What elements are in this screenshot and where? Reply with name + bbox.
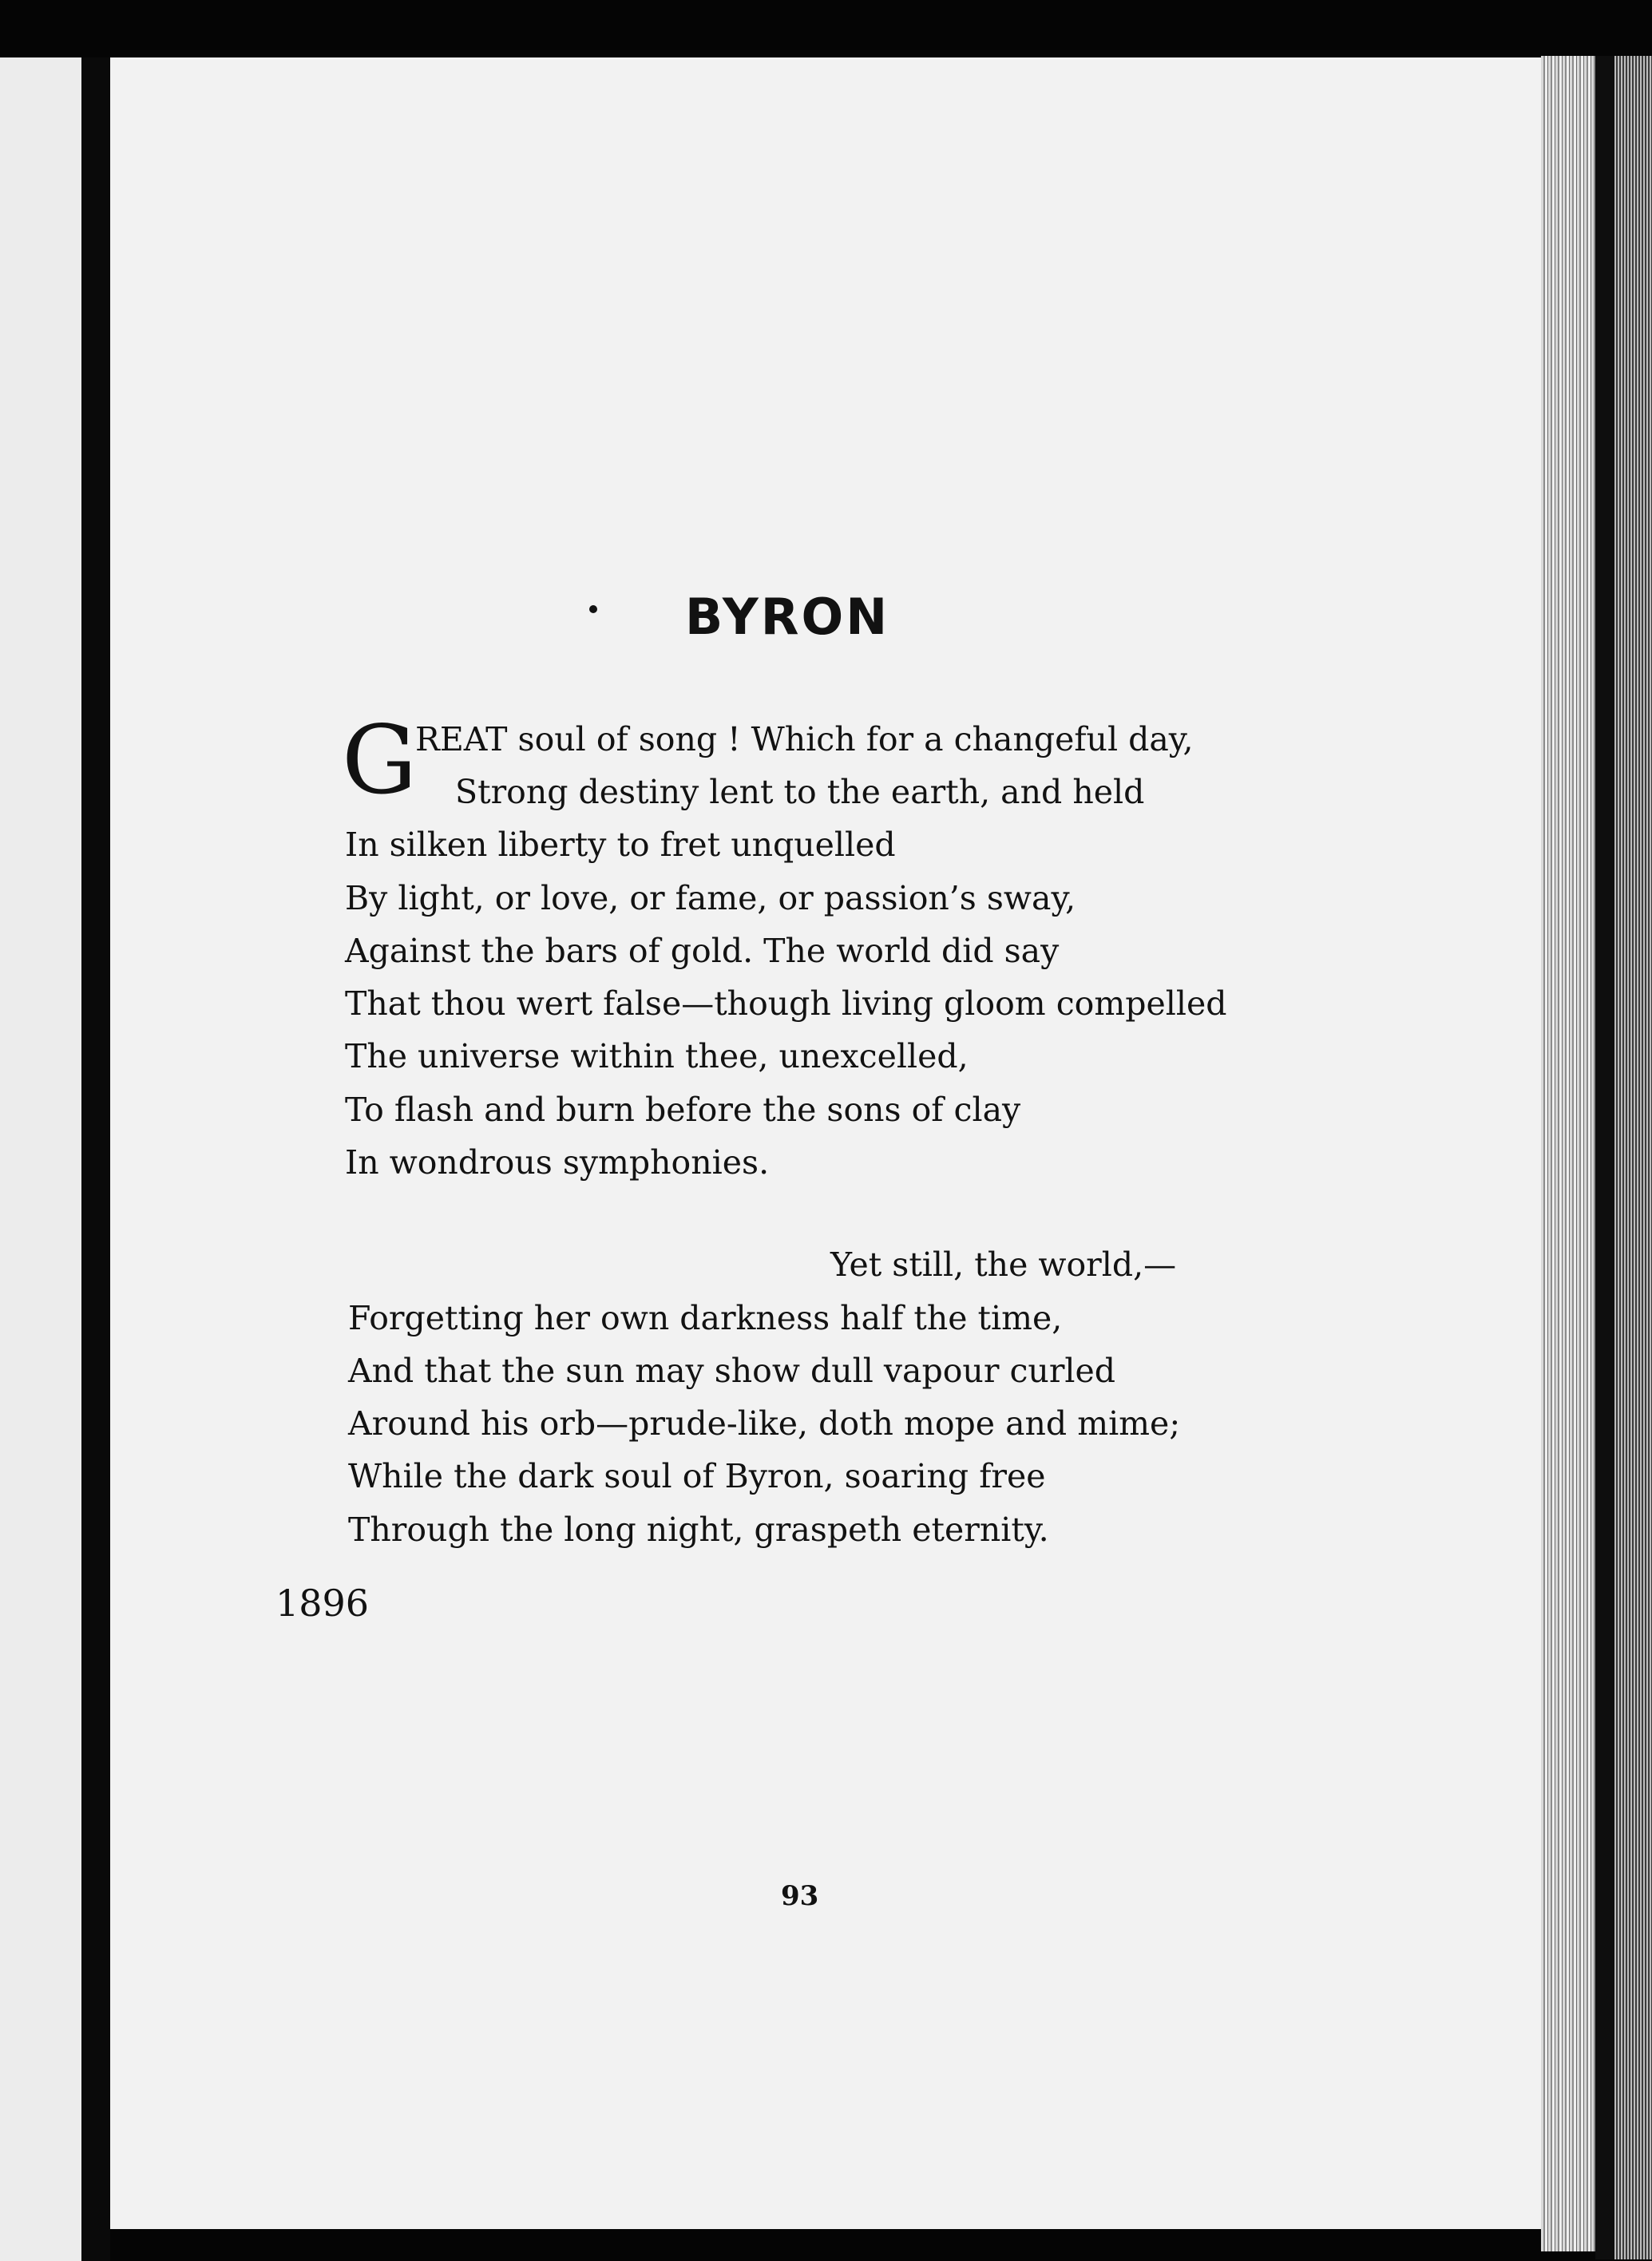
verse-line: To flash and burn before the sons of clay <box>345 1091 1021 1129</box>
facing-page-edge <box>0 57 81 2261</box>
verse-line: Around his orb—prude-like, doth mope and mime; <box>348 1404 1181 1443</box>
verse-line: Through the long night, graspeth eternity. <box>348 1511 1049 1549</box>
poem-year: 1896 <box>275 1582 370 1625</box>
verse-line: Forgetting her own darkness half the time, <box>348 1299 1063 1337</box>
verse-line: The universe within thee, unexcelled, <box>345 1037 969 1075</box>
verse-line: While the dark soul of Byron, soaring free <box>348 1457 1046 1495</box>
verse-line: Strong destiny lent to the earth, and held <box>455 773 1145 811</box>
book-page <box>110 57 1547 2229</box>
verse-line: By light, or love, or fame, or passion’s sway, <box>345 879 1076 917</box>
verse-line: Yet still, the world,— <box>830 1245 1177 1284</box>
book-cover-edge <box>1595 56 1614 2259</box>
verse-line: Against the bars of gold. The world did say <box>345 932 1060 970</box>
page-edges-stack <box>1541 56 1595 2251</box>
verse-line: REAT soul of song ! Which for a changeful day, <box>415 720 1194 758</box>
page-number: 93 <box>781 1880 819 1912</box>
scan-edge <box>1614 56 1652 2259</box>
drop-cap: G <box>342 705 418 815</box>
verse-line: In wondrous symphonies. <box>345 1143 770 1182</box>
verse-line: In silken liberty to fret unquelled <box>345 826 896 864</box>
verse-line: That thou wert false—though living gloom compelled <box>345 984 1227 1023</box>
title-ornament-dot <box>589 605 597 613</box>
verse-line: And that the sun may show dull vapour curled <box>348 1352 1116 1390</box>
poem-title: BYRON <box>685 588 890 646</box>
book-gutter <box>81 57 110 2261</box>
